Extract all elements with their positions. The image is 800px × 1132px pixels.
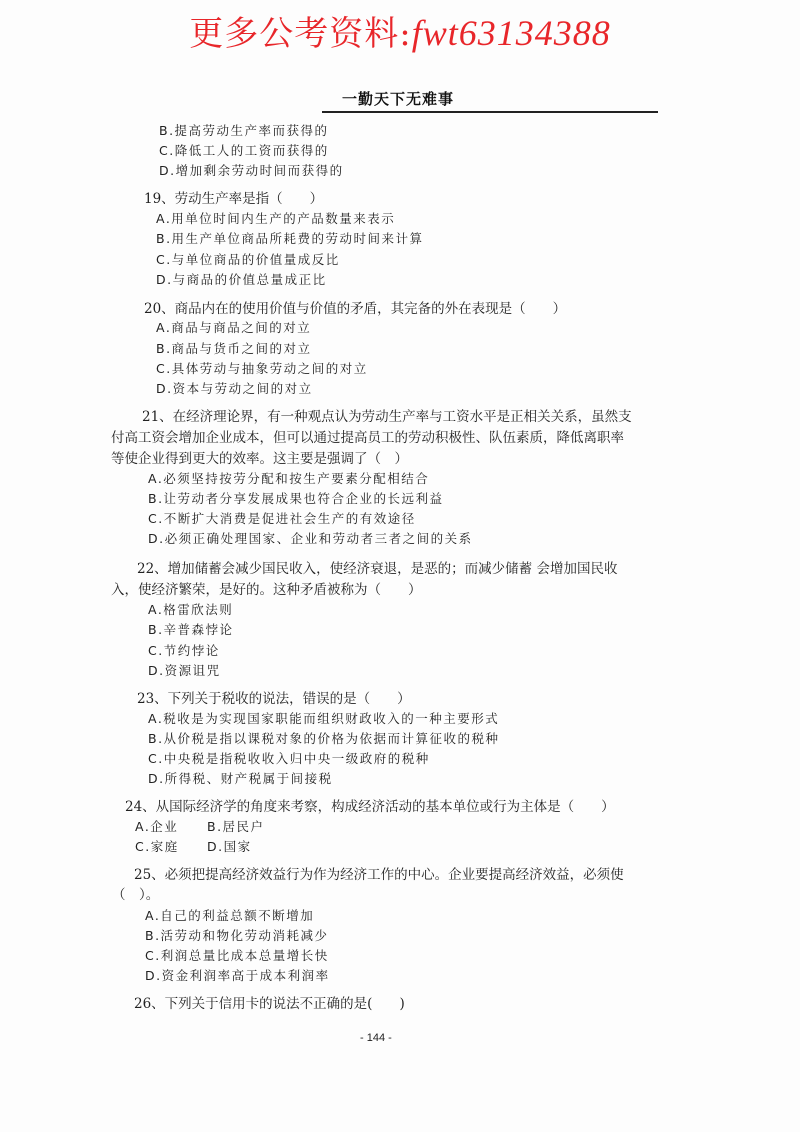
question-19-option-c: C.与单位商品的价值量成反比 — [156, 252, 340, 267]
question-21-stem-line-2: 付高工资会增加企业成本，但可以通过提高员工的劳动积极性、队伍素质，降低离职率 — [111, 430, 624, 446]
question-24-option-d: D.国家 — [207, 839, 252, 854]
question-25-stem-line-2: （ ）。 — [112, 887, 160, 903]
question-21-option-a: A.必须坚持按劳分配和按生产要素分配相结合 — [148, 471, 430, 486]
watermark-banner — [0, 6, 800, 55]
question-21-option-d: D.必须正确处理国家、企业和劳动者三者之间的关系 — [148, 531, 473, 546]
question-20-option-a: A.商品与商品之间的对立 — [156, 320, 312, 335]
prev-option-b: B.提高劳动生产率而获得的 — [159, 123, 329, 138]
header-divider — [322, 111, 658, 113]
question-25-option-d: D.资金利润率高于成本利润率 — [145, 968, 330, 983]
question-20-option-b: B.商品与货币之间的对立 — [156, 341, 312, 356]
question-26-stem: 26、下列关于信用卡的说法不正确的是( ) — [134, 996, 405, 1012]
question-24-stem: 24、从国际经济学的角度来考察，构成经济活动的基本单位或行为主体是（ ） — [125, 799, 615, 815]
question-22-stem-line-1: 22、增加储蓄会减少国民收入，使经济衰退，是恶的；而减少储蓄 会增加国民收 — [137, 561, 618, 577]
question-25-option-a: A.自己的利益总额不断增加 — [145, 908, 315, 923]
question-22-option-c: C.节约悖论 — [148, 643, 220, 658]
question-23-option-a: A.税收是为实现国家职能而组织财政收入的一种主要形式 — [148, 711, 500, 726]
prev-option-c: C.降低工人的工资而获得的 — [159, 143, 329, 158]
question-24-option-c: C.家庭 — [135, 839, 179, 854]
question-24-option-b: B.居民户 — [207, 819, 265, 834]
question-23-stem: 23、下列关于税收的说法，错误的是（ ） — [137, 691, 411, 707]
question-19-stem: 19、劳动生产率是指（ ） — [144, 191, 324, 207]
question-19-option-a: A.用单位时间内生产的产品数量来表示 — [156, 211, 396, 226]
question-20-option-c: C.具体劳动与抽象劳动之间的对立 — [156, 361, 368, 376]
question-19-option-b: B.用生产单位商品所耗费的劳动时间来计算 — [156, 231, 424, 246]
question-25-option-c: C.利润总量比成本总量增长快 — [145, 948, 329, 963]
question-24-option-a: A.企业 — [135, 819, 179, 834]
question-23-option-b: B.从价税是指以课税对象的价格为依据而计算征收的税种 — [148, 731, 500, 746]
question-20-stem: 20、商品内在的使用价值与价值的矛盾，其完备的外在表现是（ ） — [144, 301, 567, 317]
question-22-stem-line-2: 入，使经济繁荣，是好的。这种矛盾被称为（ ） — [111, 582, 422, 598]
question-21-stem-line-3: 等使企业得到更大的效率。这主要是强调了（ ） — [111, 451, 408, 467]
question-22-option-d: D.资源诅咒 — [148, 663, 221, 678]
question-21-option-b: B.让劳动者分享发展成果也符合企业的长远利益 — [148, 491, 444, 506]
question-23-option-d: D.所得税、财产税属于间接税 — [148, 771, 333, 786]
question-25-stem-line-1: 25、必须把提高经济效益行为作为经济工作的中心。企业要提高经济效益，必须使 — [134, 867, 624, 883]
question-23-option-c: C.中央税是指税收收入归中央一级政府的税种 — [148, 751, 430, 766]
question-19-option-d: D.与商品的价值总量成正比 — [156, 272, 327, 287]
question-25-option-b: B.活劳动和物化劳动消耗减少 — [145, 928, 329, 943]
question-21-option-c: C.不断扩大消费是促进社会生产的有效途径 — [148, 511, 416, 526]
question-22-option-b: B.辛普森悖论 — [148, 622, 234, 637]
question-22-option-a: A.格雷欣法则 — [148, 602, 234, 617]
page-header-title: 一勤天下无难事 — [342, 90, 455, 108]
question-21-stem-line-1: 21、在经济理论界，有一种观点认为劳动生产率与工资水平是正相关关系，虽然支 — [142, 409, 632, 425]
watermark-code: fwt63134388 — [411, 13, 611, 53]
prev-option-d: D.增加剩余劳动时间而获得的 — [159, 163, 344, 178]
page-number: - 144 - — [360, 1032, 392, 1044]
watermark-prefix: 更多公考资料: — [189, 14, 412, 54]
question-20-option-d: D.资本与劳动之间的对立 — [156, 381, 313, 396]
